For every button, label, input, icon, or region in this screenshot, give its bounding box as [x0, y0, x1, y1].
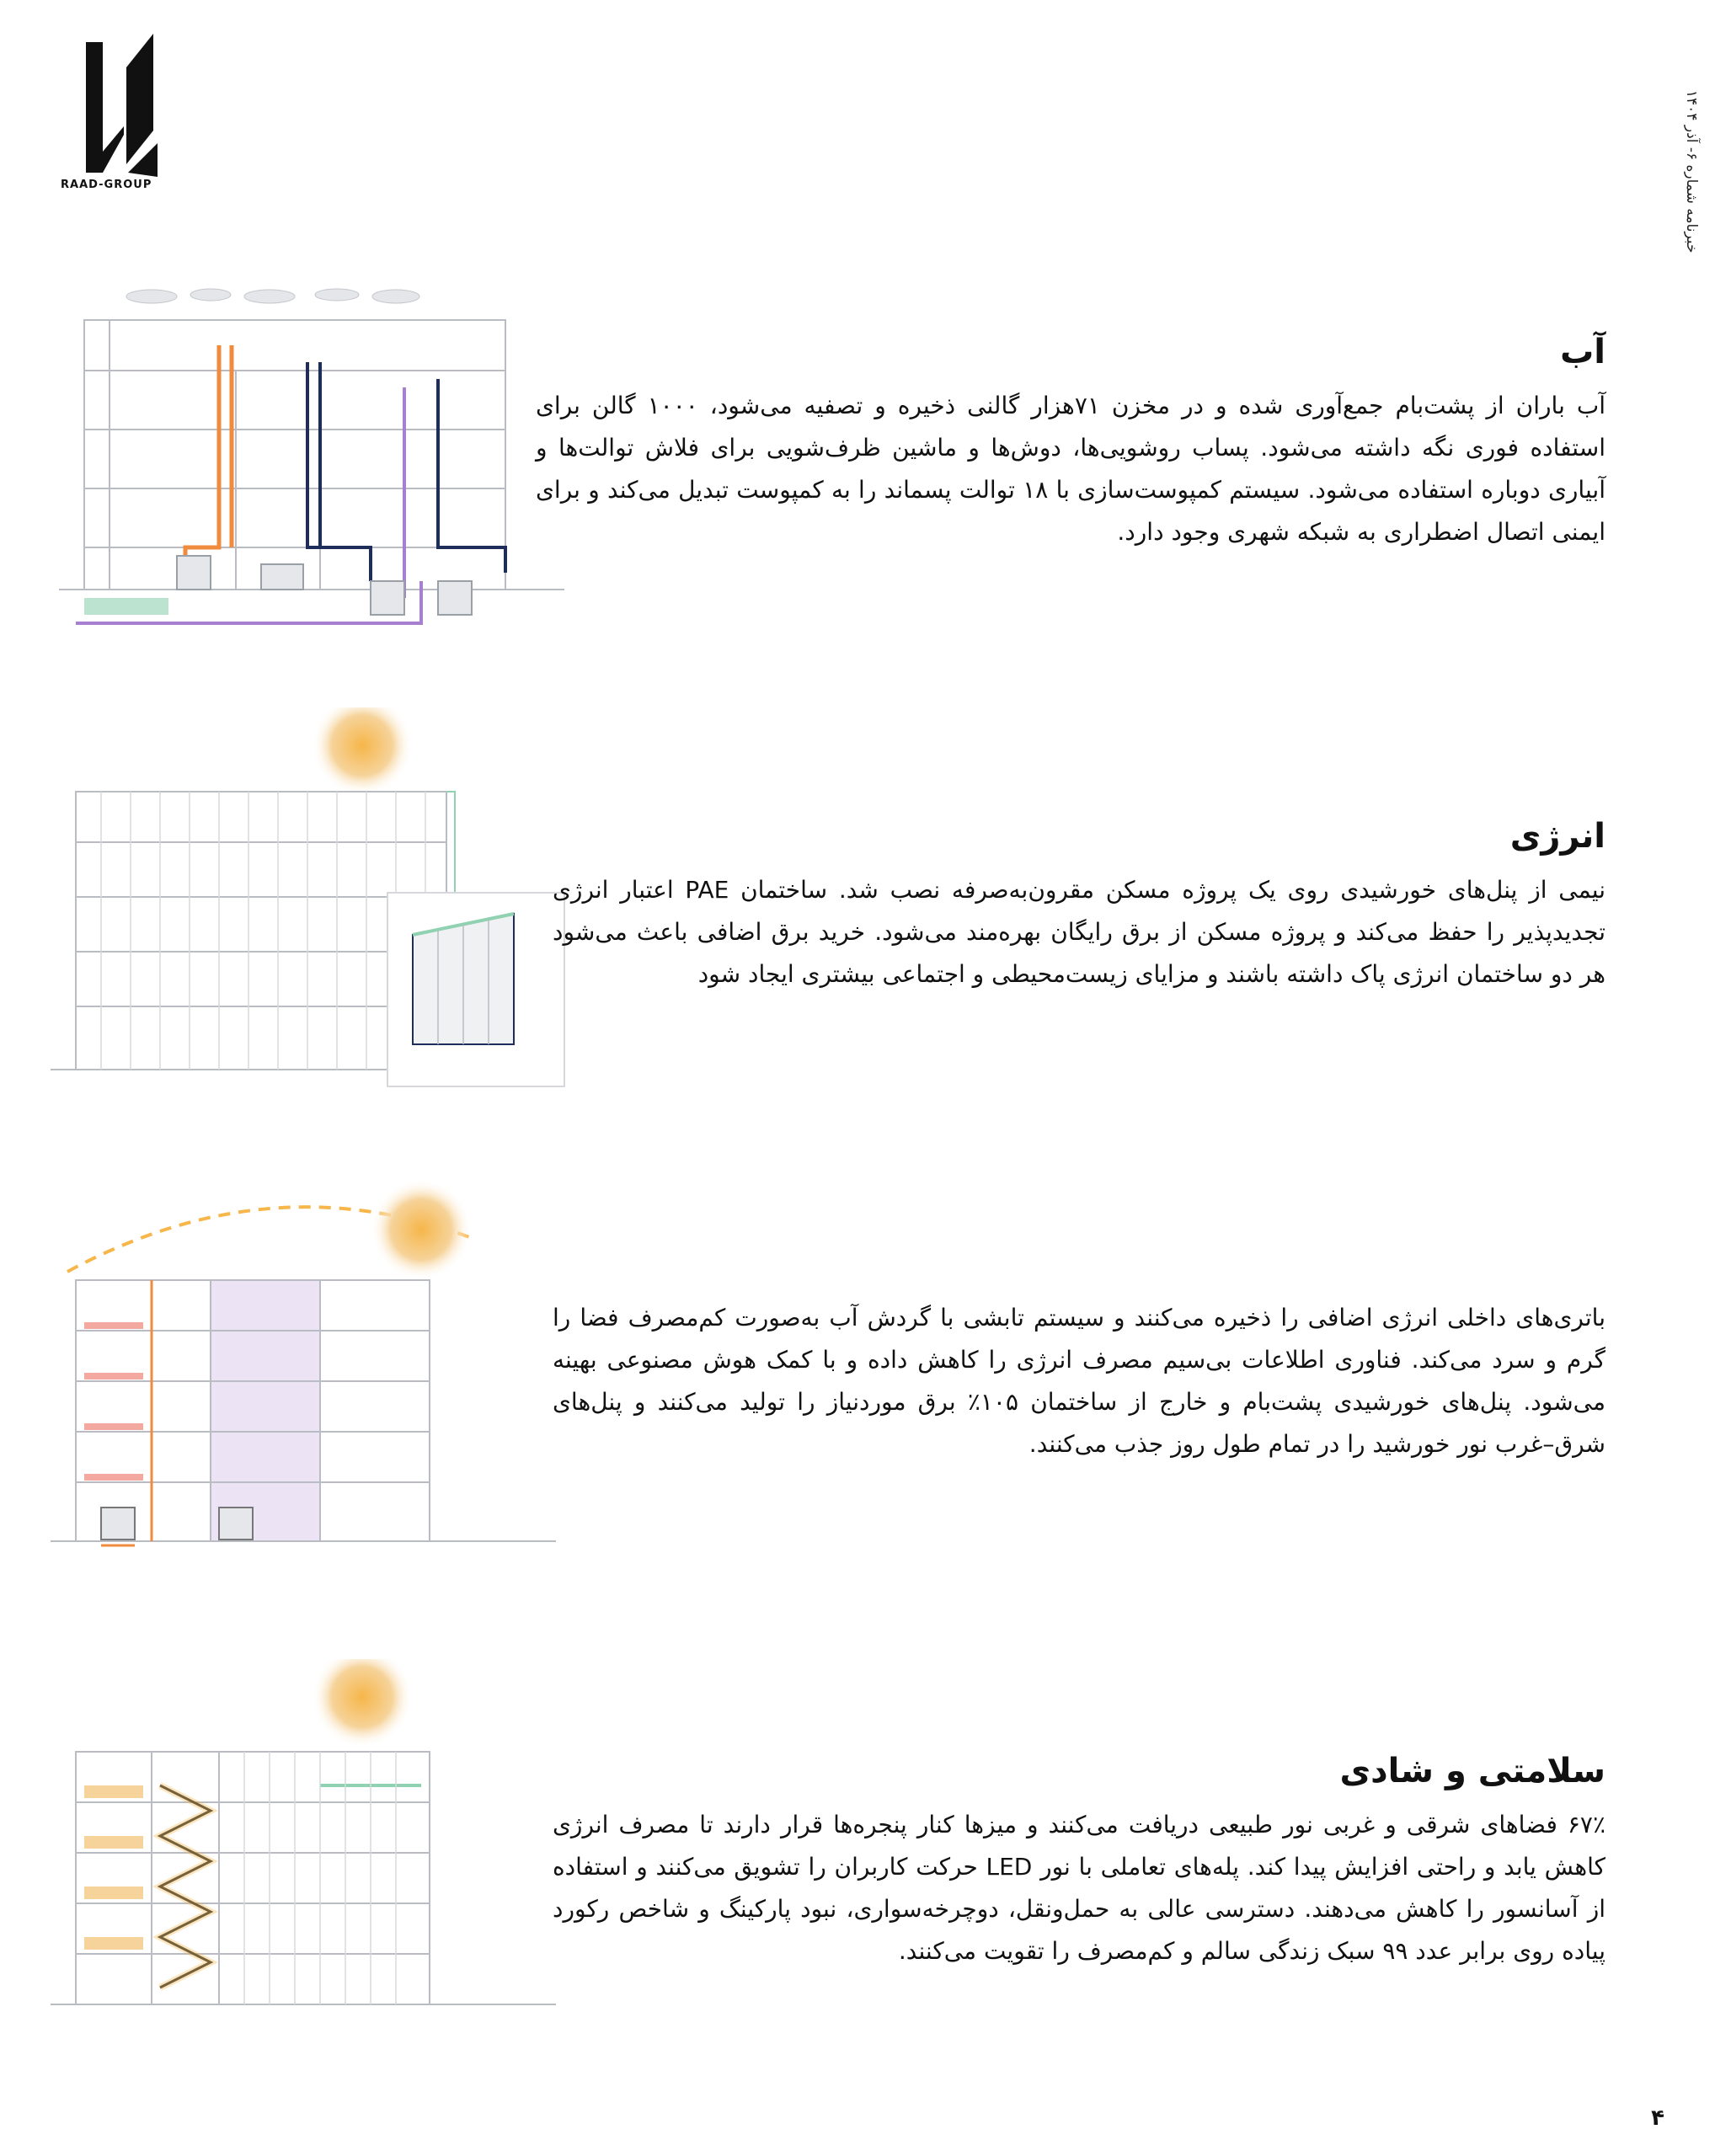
page-number: ۴	[1651, 2105, 1664, 2131]
section-body: باتری‌های داخلی انرژی اضافی را ذخیره می‌کنند و سیستم تابشی با گردش آب به‌صورت کم‌مصرف فضا را گرم و سرد می‌کند. فناوری اطلاعات بی‌سیم مصرف انرژی را کاهش داده و با کمک هوش مصنوعی بهینه می‌شود. پنل‌های خورشیدی پشت‌بام و خارج از ساختمان ۱۰۵٪ برق موردنیاز را تولید می‌کنند و پنل‌های شرق–غرب نور خورشید را در تمام طول روز جذب می‌کنند.	[553, 1304, 1605, 1458]
energy-building-illustration	[51, 707, 573, 1095]
raad-group-logo	[61, 17, 162, 194]
section-body: ۶۷٪ فضاهای شرقی و غربی نور طبیعی دریافت می‌کنند و میزها کنار پنجره‌ها قرار دارند تا مصرف انرژی کاهش یابد و راحتی افزایش پیدا کند. پله‌های تعاملی با نور LED حرکت کاربران را تشویق می‌کنند و استفاده از آسانسور را کاهش می‌دهند. دسترسی عالی به حمل‌ونقل، دوچرخه‌سواری، نبود پارکینگ و شاخص رکورد پیاده روی برابر عدد ۹۹ سبک زندگی سالم و کم‌مصرف را تقویت می‌کنند.	[553, 1811, 1605, 1965]
section-heading: انرژی	[1509, 817, 1605, 856]
newsletter-issue-note: خبرنامه شماره ۶- آذر ۱۴۰۴	[1683, 89, 1700, 253]
health-stairs-illustration	[51, 1659, 573, 2030]
battery-radiant-illustration	[51, 1171, 573, 1566]
section-body: آب باران از پشت‌بام جمع‌آوری شده و در مخزن ۷۱هزار گالنی ذخیره و تصفیه می‌شود، ۱۰۰۰ گالن برای استفاده فوری نگه داشته می‌شود. پساب روشویی‌ها، دوش‌ها و ماشین ظرف‌شویی برای فلاش توالت‌ها و آبیاری دوباره استفاده می‌شود. سیستم کمپوست‌سازی با ۱۸ توالت پسماند را به کمپوست تبدیل می‌کند و برای ایمنی اتصال اضطراری به شبکه شهری وجود دارد.	[536, 392, 1605, 546]
section-body: نیمی از پنل‌های خورشیدی روی یک پروژه مسکن مقرون‌به‌صرفه نصب شد. ساختمان PAE اعتبار انرژی تجدیدپذیر را حفظ می‌کند و پروژه مسکن از برق رایگان بهره‌مند می‌شود. خرید برق اضافی باعث می‌شود هر دو ساختمان انرژی پاک داشته باشند و مزایای زیست‌محیطی و اجتماعی بیشتری ایجاد شود	[553, 876, 1605, 988]
section-heading: سلامتی و شادی	[1339, 1752, 1605, 1790]
water-system-illustration	[59, 278, 564, 632]
section-heading: آب	[1560, 333, 1605, 371]
logo-text: RAAD-GROUP	[61, 179, 152, 191]
